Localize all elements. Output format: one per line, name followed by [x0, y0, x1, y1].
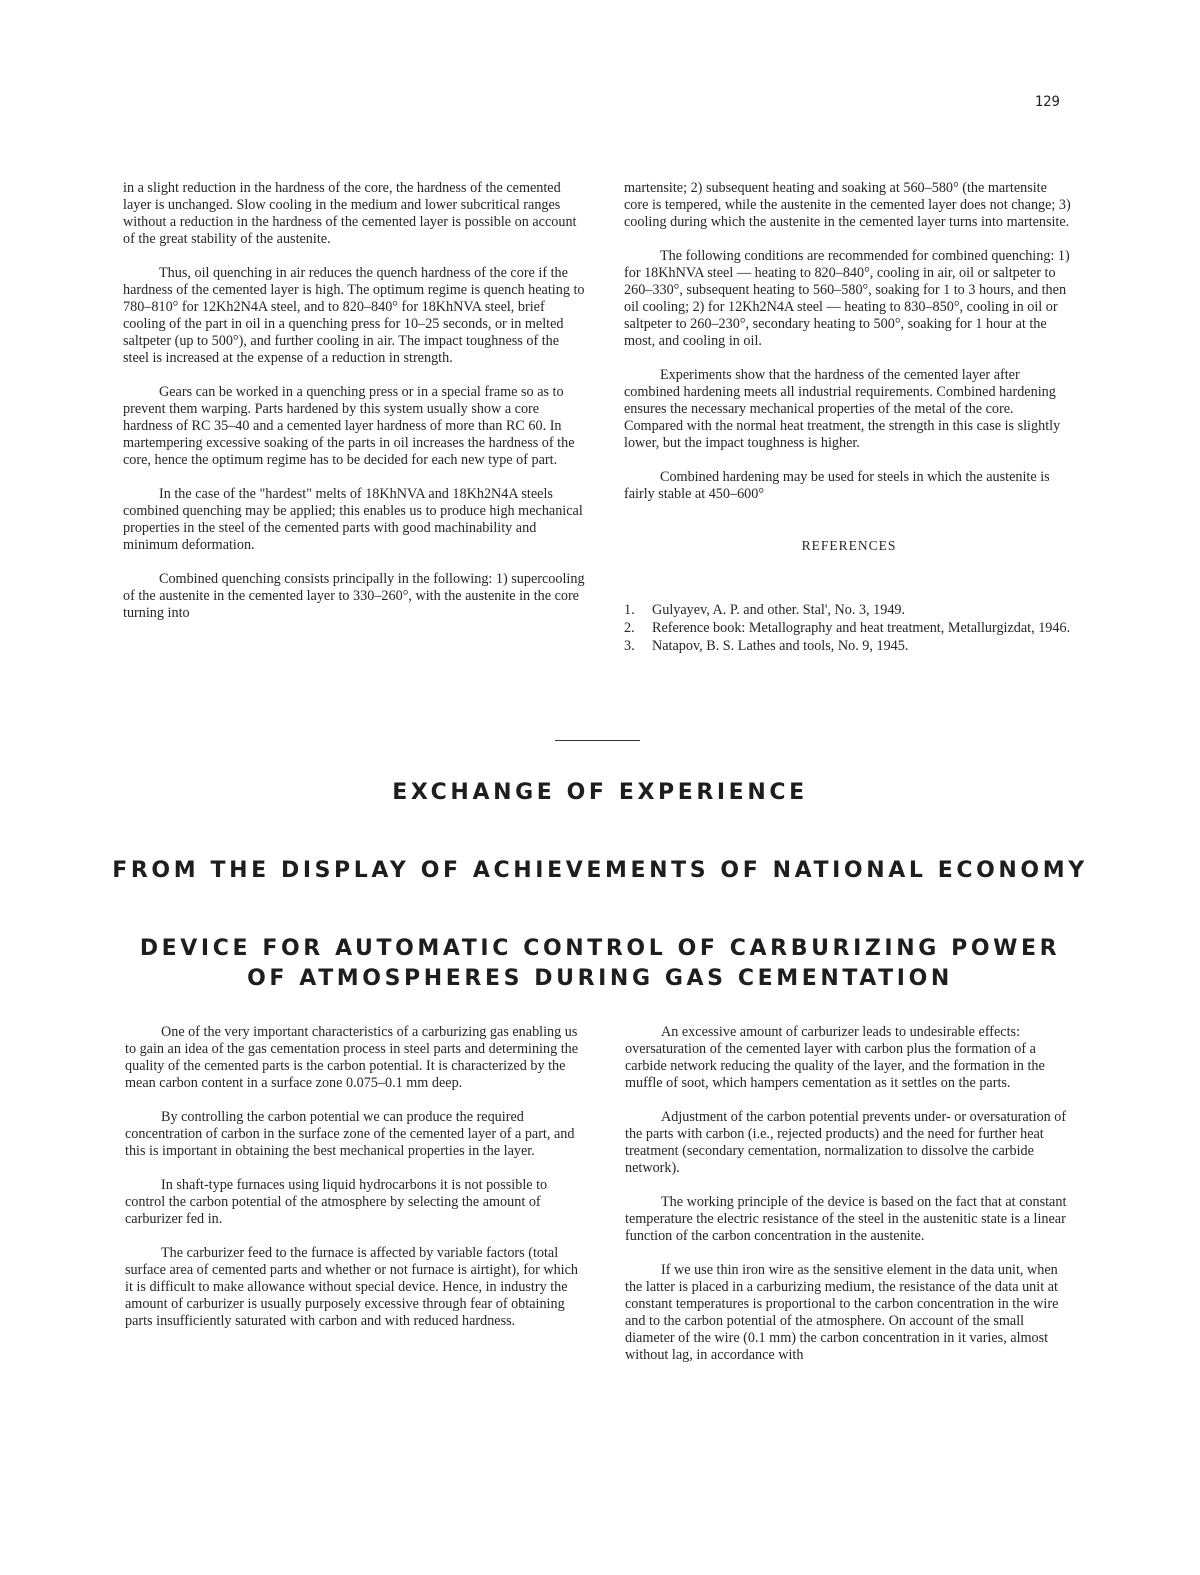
paragraph: martensite; 2) subsequent heating and soaking at 560–580° (the martensite core is tempered, while the austenite in the cemented layer does not change; 3) cooling during which the austenite in the cemented layer turns into martensite. [624, 180, 1071, 230]
reference-number: 3. [624, 638, 635, 654]
references-heading: REFERENCES [801, 538, 897, 553]
paragraph: Combined hardening may be used for steels in which the austenite is fairly stable at 450–600° [624, 469, 1050, 502]
reference-item [624, 638, 1074, 655]
references-list [624, 602, 1074, 655]
paragraph: The following conditions are recommended for combined quenching: 1) for 18KhNVA steel — heating to 820–840°, cooling in air, oil or saltpeter to 260–330°, subsequent heating to 560–580°, soaking for 1 to 3 hours, and then oil cooling; 2) for 12Kh2N4A steel — heating to 830–850°, cooling in oil or saltpeter to 260–230°, secondary heating to 500°, soaking for 1 hour at the most, and cooling in oil. [624, 248, 1070, 349]
reference-text: Gulyayev, A. P. and other. Stal', No. 3, 1949. [652, 602, 906, 618]
subsection-heading: FROM THE DISPLAY OF ACHIEVEMENTS OF NATIONAL ECONOMY [112, 858, 1088, 883]
reference-text: Reference book: Metallography and heat treatment, Metallurgizdat, 1946. [652, 620, 1071, 636]
paragraph: Gears can be worked in a quenching press or in a special frame so as to prevent them warping. Parts hardened by this system usually show a core hardness of RC 35–40 and a cemented layer hardness of more than RC 60. In martempering excessive soaking of the parts in oil increases the hardness of the core, hence the optimum regime has to be decided for each new type of part. [123, 384, 575, 468]
article-title [0, 934, 1200, 994]
paragraph: An excessive amount of carburizer leads to undesirable effects: oversaturation of the cemented layer with carbon plus the formation of a carbide network reducing the quality of the layer, and the formation in the muffle of soot, which hampers cementation as it settles on the parts. [625, 1024, 1045, 1091]
article-title-line: DEVICE FOR AUTOMATIC CONTROL OF CARBURIZING POWER [139, 936, 1061, 961]
paragraph: In the case of the "hardest" melts of 18KhNVA and 18Kh2N4A steels combined quenching may be applied; this enables us to produce high mechanical properties in the steel of the cemented parts with good machinability and minimum deformation. [123, 486, 583, 553]
section-divider [555, 740, 640, 741]
reference-item [624, 602, 1074, 619]
paragraph: By controlling the carbon potential we can produce the required concentration of carbon in the surface zone of the cemented layer of a part, and this is important in obtaining the best mechanical properties in the layer. [125, 1109, 575, 1159]
reference-item [624, 620, 1074, 637]
paragraph: In shaft-type furnaces using liquid hydrocarbons it is not possible to control the carbon potential of the atmosphere by selecting the amount of carburizer fed in. [125, 1177, 548, 1227]
paragraph: Experiments show that the hardness of the cemented layer after combined hardening meets all industrial requirements. Combined hardening ensures the necessary mechanical properties of the metal of the core. Compared with the normal heat treatment, the strength in this case is slightly lower, but the impact toughness is higher. [624, 367, 1061, 451]
bottom-right-column [625, 1024, 1075, 1381]
page-number: 129 [1034, 94, 1060, 110]
top-right-column [624, 180, 1074, 656]
paragraph: Adjustment of the carbon potential prevents under- or oversaturation of the parts with carbon (i.e., rejected products) and the need for further heat treatment (secondary cementation, normalization to dissolve the carbide network). [625, 1109, 1067, 1176]
paragraph: The working principle of the device is based on the fact that at constant temperature the electric resistance of the steel in the austenitic state is a linear function of the carbon concentration in the austenite. [625, 1194, 1067, 1244]
paragraph: If we use thin iron wire as the sensitive element in the data unit, when the latter is placed in a carburizing medium, the resistance of the data unit at constant temperatures is proportional to the carbon concentration in the wire and to the carbon potential of the atmosphere. On account of the small diameter of the wire (0.1 mm) the carbon concentration in it varies, almost without lag, in accordance with [625, 1262, 1059, 1363]
top-left-column [123, 180, 588, 639]
article-title-line: OF ATMOSPHERES DURING GAS CEMENTATION [247, 966, 953, 991]
reference-number: 2. [624, 620, 635, 636]
paragraph: One of the very important characteristics of a carburizing gas enabling us to gain an idea of the gas cementation process in steel parts and determining the quality of the cemented parts is the carbon potential. It is characterized by the mean carbon content in a surface zone 0.075–0.1 mm deep. [125, 1024, 579, 1091]
paragraph: The carburizer feed to the furnace is affected by variable factors (total surface area of cemented parts and whether or not furnace is airtight), for which it is difficult to make allowance without special device. Hence, in industry the amount of carburizer is usually purposely excessive through fear of obtaining parts insufficiently saturated with carbon and with reduced hardness. [125, 1245, 579, 1329]
section-heading: EXCHANGE OF EXPERIENCE [392, 780, 808, 805]
paragraph: Thus, oil quenching in air reduces the quench hardness of the core if the hardness of the cemented layer is high. The optimum regime is quench heating to 780–810° for 12Kh2N4A steel, and to 820–840° for 18KhNVA steel, brief cooling of the part in oil in a quenching press for 10–25 seconds, or in melted saltpeter (up to 500°), and further cooling in air. The impact toughness of the steel is increased at the expense of a reduction in strength. [123, 265, 585, 366]
paragraph: in a slight reduction in the hardness of the core, the hardness of the cemented layer is unchanged. Slow cooling in the medium and lower subcritical ranges without a reduction in the hardness of the cemented layer is possible on account of the great stability of the austenite. [123, 180, 577, 247]
reference-number: 1. [624, 602, 635, 618]
reference-text: Natapov, B. S. Lathes and tools, No. 9, 1945. [652, 638, 909, 654]
paragraph: Combined quenching consists principally in the following: 1) supercooling of the austenite in the cemented layer to 330–260°, with the austenite in the core turning into [123, 571, 585, 621]
bottom-left-column [125, 1024, 585, 1347]
